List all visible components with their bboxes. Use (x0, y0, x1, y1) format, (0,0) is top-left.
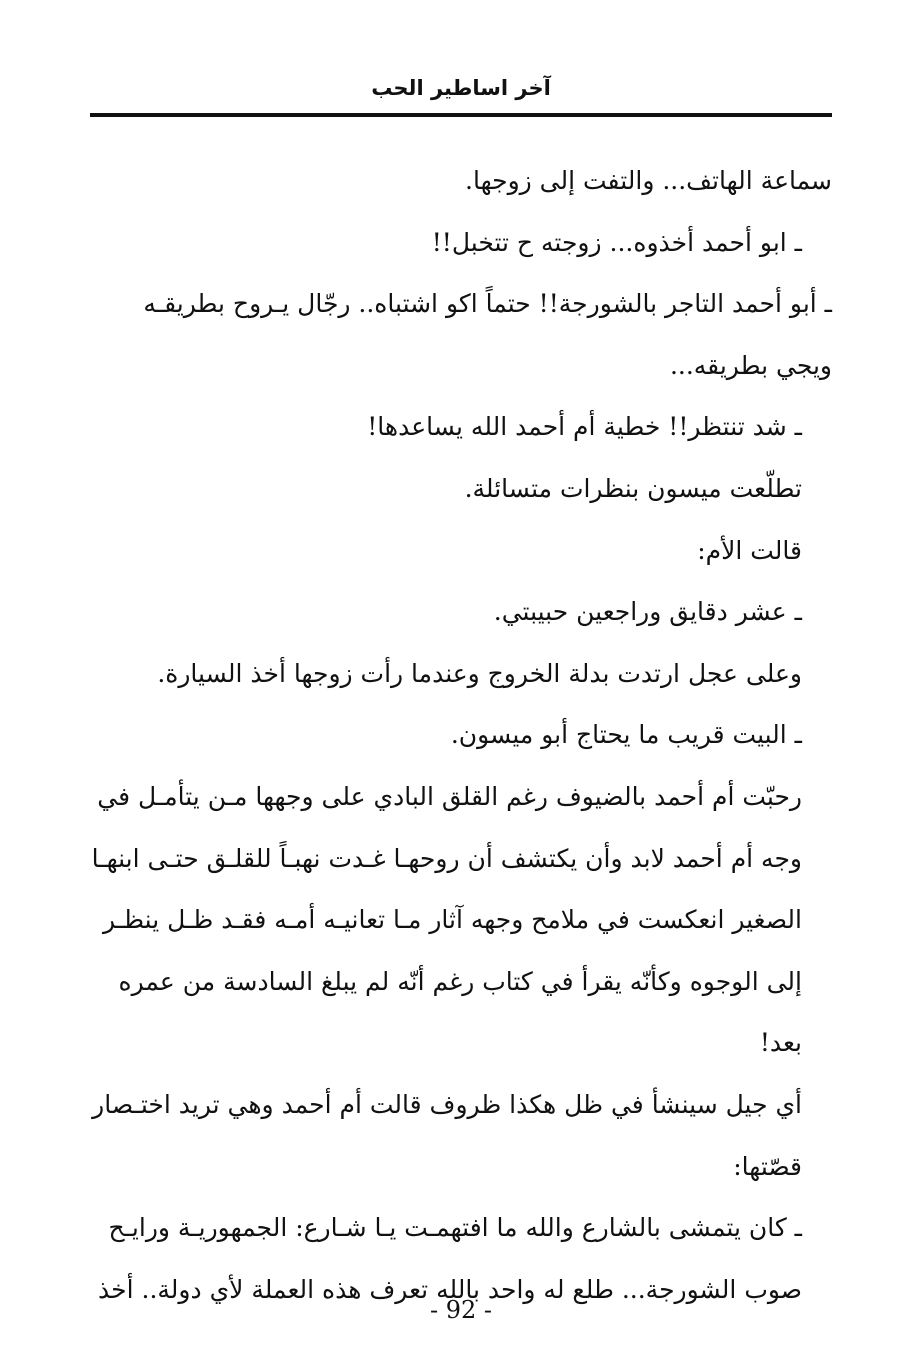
dialogue-line: ـ البيت قريب ما يحتاج أبو ميسون. (450, 720, 802, 750)
paragraph: سماعة الهاتف... والتفت إلى زوجها. (465, 166, 832, 195)
dialogue-line: ـ أبو أحمد التاجر بالشورجة!! حتماً اكو اشتباه.. رجّال يـروح بطريقـه ويجي بطريقه... (143, 289, 832, 380)
paragraph: أي جيل سينشأ في ظل هكذا ظروف قالت أم أحمد وهي تريد اختـصار قصّتها: (92, 1089, 802, 1181)
running-header-title: آخر اساطير الحب (371, 76, 551, 100)
dialogue-line: ـ عشر دقايق وراجعين حبيبتي. (493, 597, 802, 627)
page-number: - 92 - (429, 1296, 492, 1324)
header-rule (90, 113, 832, 117)
dialogue-line: ـ ابو أحمد أخذوه... زوجته ح تتخبل!! (431, 227, 802, 257)
dialogue-line: ـ شد تنتظر!! خطية أم أحمد الله يساعدها! (367, 412, 802, 442)
paragraph: قالت الأم: (697, 535, 802, 565)
paragraph: رحبّت أم أحمد بالضيوف رغم القلق البادي على وجهها مـن يتأمـل في وجه أم أحمد لابد وأن يكتشف أن روحهـا غـدت نهبـاً للقلـق حتـى ابنهـا الصغير انعكست في ملامح وجهه آثار مـا تعانيـه أمـه فقـد ظـل ينظـر إلى الوجوه وكأنّه يقرأ في كتاب رغم أنّه لم يبلغ السادسة من عمره بعد! (91, 781, 802, 1058)
paragraph: وعلى عجل ارتدت بدلة الخروج وعندما رأت زوجها أخذ السيارة. (157, 658, 802, 688)
paragraph: تطلّعت ميسون بنظرات متسائلة. (464, 473, 802, 503)
dialogue-line: ـ كان يتمشى بالشارع والله ما افتهمـت يـا شـارع: الجمهوريـة ورايـح صوب الشورجة... طلع له واحد بالله تعرف هذه العملة لأي دولة.. أخذ (98, 1213, 802, 1304)
page-body (90, 150, 832, 1320)
